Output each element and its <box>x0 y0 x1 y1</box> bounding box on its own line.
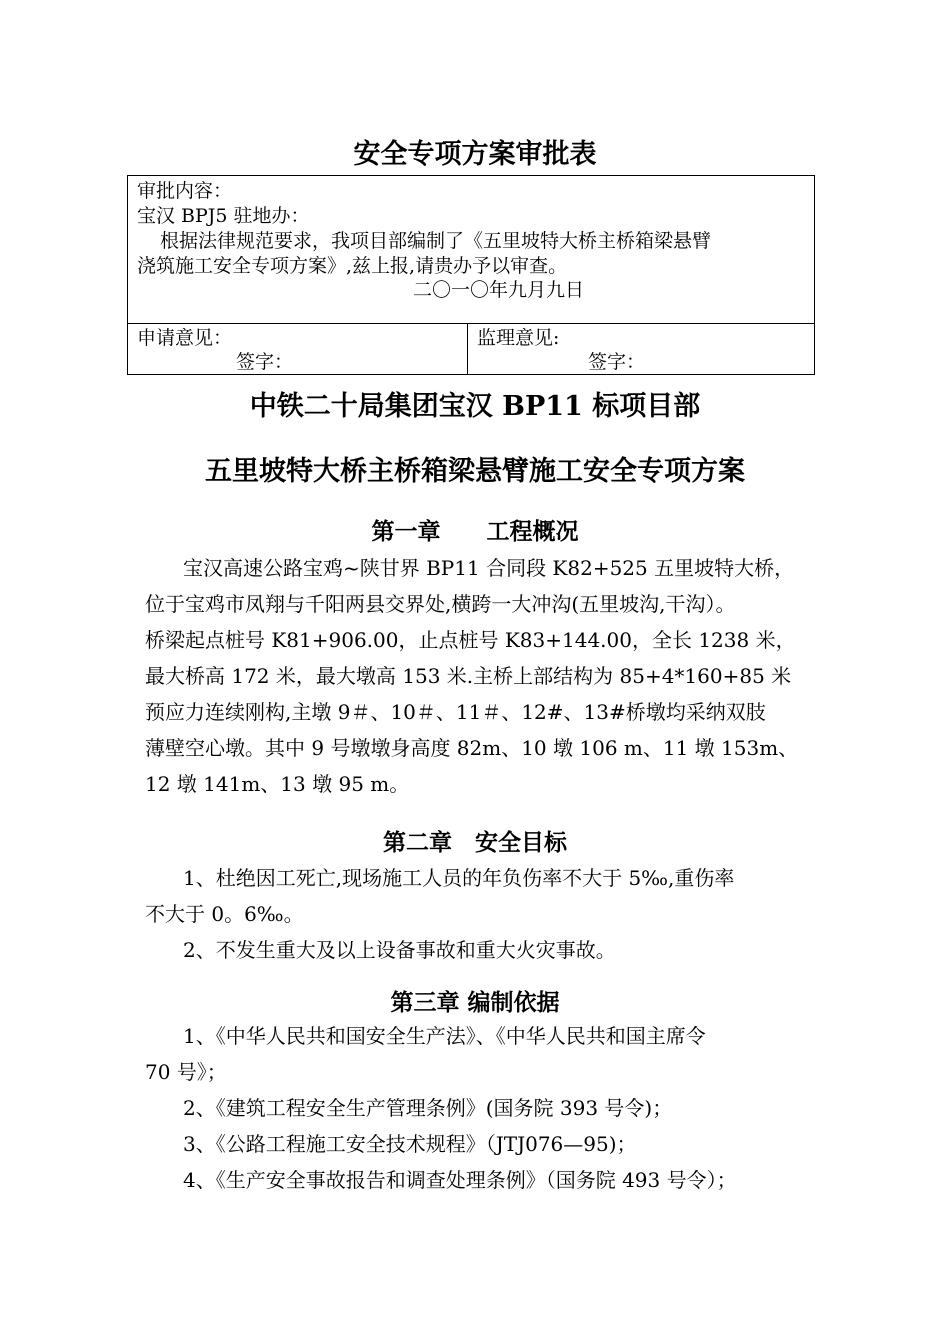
chapter2-heading: 第二章 安全目标 <box>383 829 567 856</box>
chapter1-heading: 第一章 工程概况 <box>371 518 579 545</box>
paragraph-line: 最大桥高 172 米，最大墩高 153 米.主桥上部结构为 85+4*160+85 米 <box>145 664 792 688</box>
paragraph-line: 预应力连续刚构,主墩 9＃、10＃、11＃、12#、13#桥墩均采纳双肢 <box>145 700 766 724</box>
paragraph-line: 桥梁起点桩号 K81+906.00，止点桩号 K83+144.00，全长 1238 米， <box>145 628 796 652</box>
paragraph-line: 70 号》； <box>145 1060 227 1084</box>
paragraph-line: 4、《生产安全事故报告和调查处理条例》（国务院 493 号令）； <box>183 1168 737 1192</box>
paragraph-line: 1、《中华人民共和国安全生产法》、《中华人民共和国主席令 <box>183 1024 706 1048</box>
chapter3-body <box>145 1018 825 1198</box>
supervise-label: 监理意见: <box>477 327 560 349</box>
approval-form-title: 安全专项方案审批表 <box>353 139 597 170</box>
recipient-line: 宝汉 BPJ5 驻地办： <box>137 205 310 227</box>
approval-form-table <box>127 175 815 375</box>
paragraph-line: 宝汉高速公路宝鸡~陕甘界 BP11 合同段 K82+525 五里坡特大桥， <box>183 556 795 580</box>
supervise-opinion-cell <box>468 324 814 375</box>
chapter2-body <box>145 860 825 968</box>
paragraph-line: 位于宝鸡市凤翔与千阳两县交界处,横跨一大冲沟(五里坡沟,干沟）。 <box>145 592 736 616</box>
paragraph-line: 12 墩 141m、13 墩 95 m。 <box>145 772 410 796</box>
paragraph-line: 3、《公路工程施工安全技术规程》（JTJ076—95)； <box>183 1132 637 1156</box>
paragraph-line: 不大于 0。6‰。 <box>145 902 304 926</box>
paragraph-line: 2、不发生重大及以上设备事故和重大火灾事故。 <box>183 938 616 962</box>
approval-body-line-1: 根据法律规范要求，我项目部编制了《五里坡特大桥主桥箱梁悬臂 <box>160 230 712 252</box>
chapter1-body <box>145 550 825 802</box>
apply-opinion-cell <box>128 324 468 375</box>
chapter3-heading: 第三章 编制依据 <box>390 989 560 1016</box>
supervise-sign-label: 签字： <box>588 351 646 373</box>
approval-body-line-2: 浇筑施工安全专项方案》,兹上报,请贵办予以审查。 <box>137 255 568 277</box>
paragraph-line: 薄壁空心墩。其中 9 号墩墩身高度 82m、10 墩 106 m、11 墩 153m、 <box>145 736 799 760</box>
content-label: 审批内容： <box>137 180 233 202</box>
approval-date: 二〇一〇年九月九日 <box>413 279 585 301</box>
org-title: 中铁二十局集团宝汉 BP11 标项目部 <box>249 391 701 422</box>
apply-sign-label: 签字： <box>236 351 294 373</box>
plan-title: 五里坡特大桥主桥箱梁悬臂施工安全专项方案 <box>205 456 745 487</box>
approval-content-cell <box>128 176 814 324</box>
apply-label: 申请意见： <box>137 327 233 349</box>
paragraph-line: 2、《建筑工程安全生产管理条例》(国务院 393 号令)； <box>183 1096 673 1120</box>
paragraph-line: 1、杜绝因工死亡,现场施工人员的年负伤率不大于 5‰,重伤率 <box>183 866 735 890</box>
